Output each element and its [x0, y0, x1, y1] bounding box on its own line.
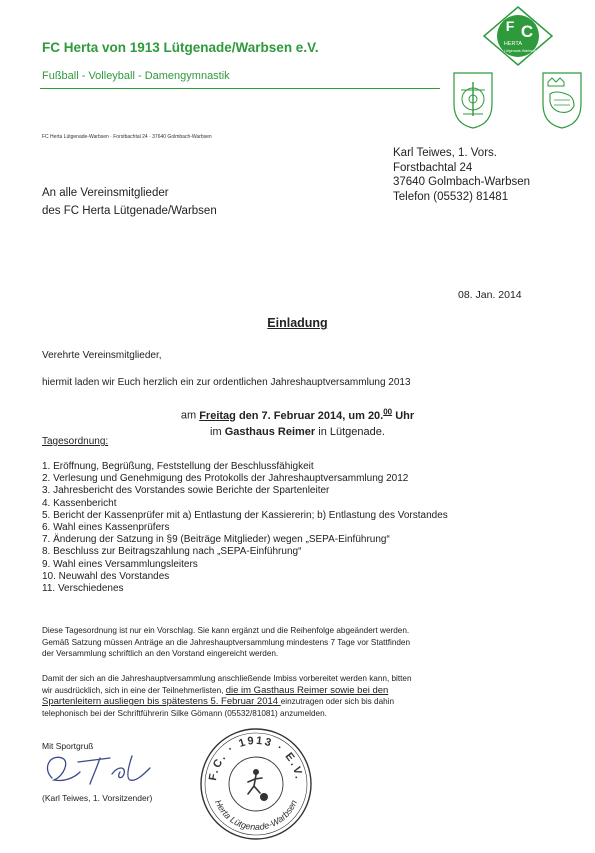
signature-icon	[40, 748, 180, 790]
club-sports: Fußball - Volleyball - Damengymnastik	[42, 70, 230, 82]
signer-name: (Karl Teiwes, 1. Vorsitzender)	[42, 793, 153, 803]
club-stamp-icon	[198, 726, 314, 842]
crest-right-icon	[540, 70, 584, 130]
agenda-item: 7. Änderung der Satzung in §9 (Beiträge Mitglieder) wegen „SEPA-Einführung“	[42, 534, 390, 546]
sender-name: Karl Teiwes, 1. Vors.	[393, 147, 497, 159]
salutation: Verehrte Vereinsmitglieder,	[42, 350, 162, 361]
sender-return-line: FC Herta Lütgenade-Warbsen · Forstbachtal 24 · 37640 Golmbach-Warbsen	[42, 134, 212, 140]
note-paragraph: Diese Tagesordnung ist nur ein Vorschlag. Sie kann ergänzt und die Reihenfolge abgeändert werden. Gemäß Satzung müssen Anträge an die Jahreshauptversammlung mindestens 7 Tage vor Stattfinden der Versammlung schriftlich an den Vorstand eingereicht werden.	[42, 626, 411, 658]
agenda-item: 2. Verlesung und Genehmigung des Protokolls der Jahreshauptversammlung 2012	[42, 473, 409, 485]
agenda-item: 8. Beschluss zur Beitragszahlung nach „SEPA-Einführung“	[42, 546, 302, 558]
meeting-details	[0, 404, 595, 440]
agenda-item: 5. Bericht der Kassenprüfer mit a) Entlastung der Kassiererin; b) Entlastung des Vorstandes	[42, 509, 448, 521]
svg-text:F: F	[505, 18, 515, 34]
letter-date: 08. Jan. 2014	[458, 289, 522, 301]
recipient-line: An alle Vereinsmitglieder	[42, 187, 169, 199]
sender-street: Forstbachtal 24	[393, 161, 473, 174]
svg-text:Lütgenade-Warbsen: Lütgenade-Warbsen	[503, 49, 537, 53]
agenda-item: 11. Verschiedenes	[42, 583, 124, 595]
meeting-date-line: am Freitag den 7. Februar 2014, um 20.00 Uhr	[180, 407, 415, 422]
registration-paragraph: Damit der sich an die Jahreshauptversammlung anschließende Imbiss vorbereitet werden kann, bitten wir ausdrücklich, sich in eine der Teilnehmerlisten, die im Gasthaus Reimer sowie bei den Spartenleitern ausliegen bis spätestens 5. Februar 2014 einzutragen oder sich bis dahin telephonisch bei der Schriftführerin Silke Gömann (05532/81081) anzumelden.	[42, 674, 412, 718]
letter-title: Einladung	[267, 316, 328, 330]
agenda-list	[42, 461, 448, 595]
agenda-item: 4. Kassenbericht	[42, 497, 117, 509]
svg-text:F.C. · 1913 · E.V.: F.C. · 1913 · E.V.	[207, 734, 305, 782]
agenda-item: 10. Neuwahl des Vorstandes	[42, 570, 170, 582]
meeting-venue-line: im Gasthaus Reimer in Lütgenade.	[210, 425, 385, 438]
agenda-item: 3. Jahresbericht des Vorstandes sowie Berichte der Spartenleiter	[42, 485, 330, 497]
intro-text: hiermit laden wir Euch herzlich ein zur ordentlichen Jahreshauptversammlung 2013	[42, 377, 411, 388]
recipient-block	[42, 184, 217, 220]
recipient-line: des FC Herta Lütgenade/Warbsen	[42, 205, 217, 217]
sender-city: 37640 Golmbach-Warbsen	[393, 176, 531, 188]
closing: Mit Sportgruß	[42, 741, 94, 751]
header-rule	[40, 88, 440, 89]
club-logo	[480, 4, 556, 68]
agenda-title: Tagesordnung:	[42, 436, 109, 447]
agenda-item: 6. Wahl eines Kassenprüfers	[42, 522, 170, 534]
agenda-item: 9. Wahl eines Versammlungsleiters	[42, 558, 198, 570]
sender-phone: Telefon (05532) 81481	[393, 190, 509, 203]
sender-address	[393, 146, 530, 204]
crest-left-icon	[451, 70, 495, 130]
svg-text:HERTA: HERTA	[503, 41, 523, 47]
svg-text:C: C	[520, 22, 534, 41]
club-name: FC Herta von 1913 Lütgenade/Warbsen e.V.	[42, 40, 319, 55]
svg-text:Herta Lütgenade-Warbsen: Herta Lütgenade-Warbsen	[212, 798, 300, 833]
agenda-item: 1. Eröffnung, Begrüßung, Feststellung der Beschlussfähigkeit	[42, 461, 314, 472]
